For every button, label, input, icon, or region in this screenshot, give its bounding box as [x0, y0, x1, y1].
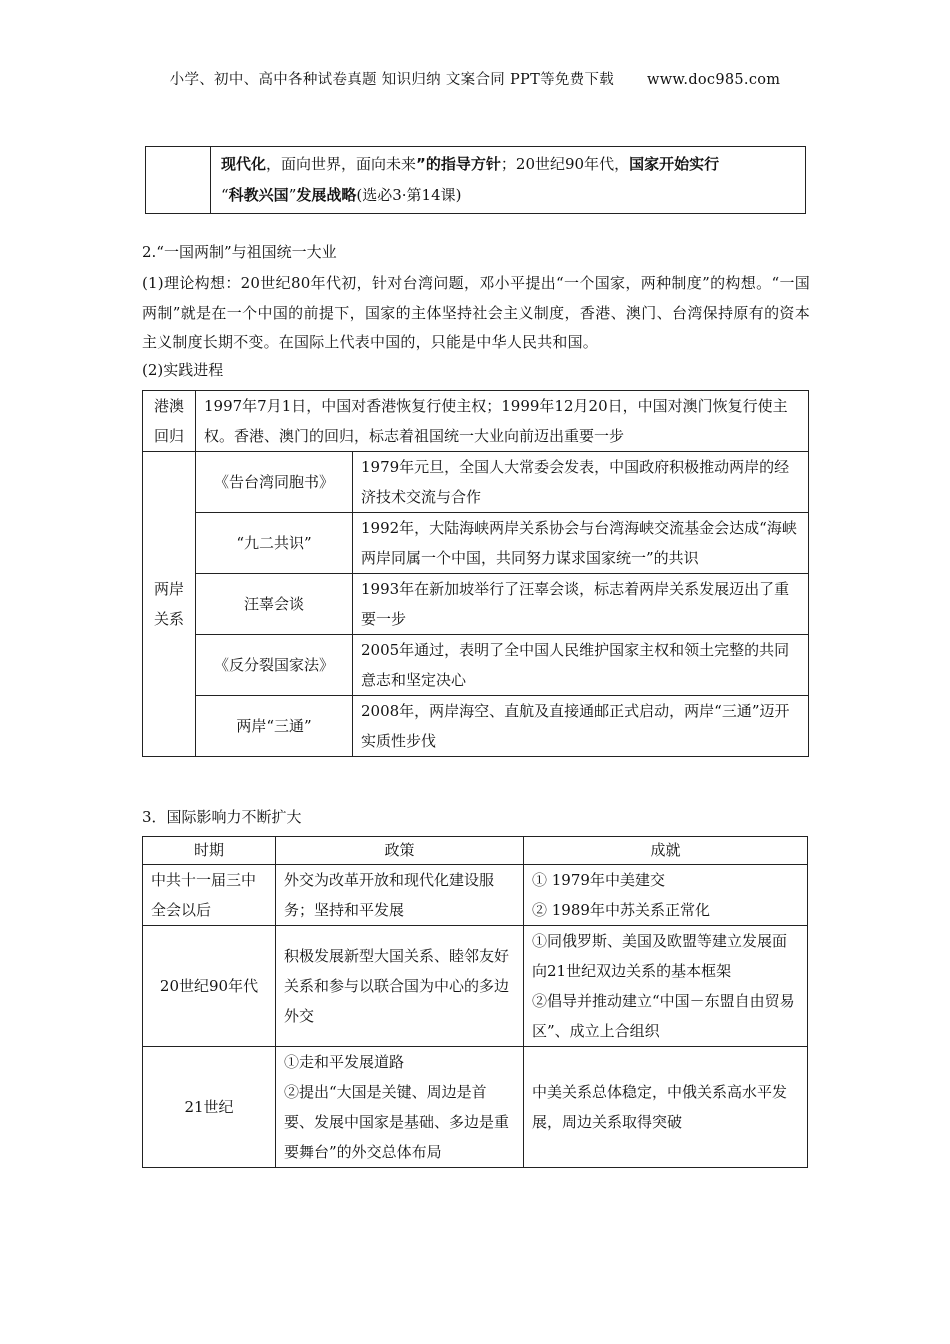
table-row	[143, 865, 808, 926]
header-text: 小学、初中、高中各种试卷真题 知识归纳 文案合同 PPT等免费下载	[169, 72, 615, 88]
section-2-title: 2.“一国两制”与祖国统一大业	[142, 243, 337, 261]
policy-cell: 积极发展新型大国关系、睦邻友好关系和参与以联合国为中心的多边外交	[276, 926, 524, 1047]
event-name: 《反分裂国家法》	[196, 635, 353, 696]
international-influence-table	[142, 836, 808, 1168]
event-name: “九二共识”	[196, 513, 353, 574]
section-2-paragraph-1: (1)理论构想：20世纪80年代初，针对台湾问题，邓小平提出“一个国家，两种制度”的构想。“一国两制”就是在一个中国的前提下，国家的主体坚持社会主义制度，香港、澳门、台湾保持原有的资本主义制度长期不变。在国际上代表中国的，只能是中华人民共和国。	[142, 274, 810, 351]
page-header	[0, 68, 950, 89]
hk-macau-content: 1997年7月1日，中国对香港恢复行使主权；1999年12月20日，中国对澳门恢复行使主权。香港、澳门的回归，标志着祖国统一大业向前迈出重要一步	[196, 391, 809, 452]
period-cell: 21世纪	[143, 1047, 276, 1168]
section-2-paragraph-2: (2)实践进程	[142, 361, 224, 379]
continued-table	[145, 146, 806, 214]
hk-macau-label: 港澳回归	[143, 391, 196, 452]
header-period: 时期	[143, 837, 276, 865]
continued-line-2: “科教兴国”发展战略(选必3·第14课)	[221, 186, 462, 204]
policy-item: ①走和平发展道路	[284, 1053, 405, 1071]
table-row	[143, 391, 809, 452]
continued-line-1: 现代化，面向世界，面向未来”的指导方针；20世纪90年代，国家开始实行	[221, 155, 720, 173]
section-3-title: 3．国际影响力不断扩大	[142, 808, 302, 826]
continued-cell	[211, 147, 806, 214]
table-row	[143, 926, 808, 1047]
event-content: 2005年通过，表明了全中国人民维护国家主权和领土完整的共同意志和坚定决心	[353, 635, 809, 696]
table-row	[143, 574, 809, 635]
empty-cell	[146, 147, 211, 214]
period-cell: 中共十一届三中全会以后	[143, 865, 276, 926]
event-name: 汪辜会谈	[196, 574, 353, 635]
policy-cell	[276, 1047, 524, 1168]
event-name: 《告台湾同胞书》	[196, 452, 353, 513]
table-row	[143, 696, 809, 757]
achievement-item: ①同俄罗斯、美国及欧盟等建立发展面向21世纪双边关系的基本框架	[532, 932, 788, 980]
table-row	[143, 452, 809, 513]
achievement-item: ② 1989年中苏关系正常化	[532, 901, 710, 919]
event-content: 1992年，大陆海峡两岸关系协会与台湾海峡交流基金会达成“海峡两岸同属一个中国，共同努力谋求国家统一”的共识	[353, 513, 809, 574]
table-row	[143, 635, 809, 696]
achievement-item: ① 1979年中美建交	[532, 871, 665, 889]
achievement-cell	[524, 926, 808, 1047]
header-achievement: 成就	[524, 837, 808, 865]
reunification-table	[142, 390, 809, 757]
event-content: 1993年在新加坡举行了汪辜会谈，标志着两岸关系发展迈出了重要一步	[353, 574, 809, 635]
achievement-cell: 中美关系总体稳定，中俄关系高水平发展，周边关系取得突破	[524, 1047, 808, 1168]
event-content: 2008年，两岸海空、直航及直接通邮正式启动，两岸“三通”迈开实质性步伐	[353, 696, 809, 757]
table-header-row	[143, 837, 808, 865]
achievement-item: ②倡导并推动建立“中国－东盟自由贸易区”、成立上合组织	[532, 992, 795, 1040]
cross-strait-label: 两岸关系	[143, 452, 196, 757]
event-content: 1979年元旦，全国人大常委会发表，中国政府积极推动两岸的经济技术交流与合作	[353, 452, 809, 513]
policy-cell: 外交为改革开放和现代化建设服务；坚持和平发展	[276, 865, 524, 926]
table-row	[143, 1047, 808, 1168]
achievement-cell	[524, 865, 808, 926]
event-name: 两岸“三通”	[196, 696, 353, 757]
table-row	[143, 513, 809, 574]
period-cell: 20世纪90年代	[143, 926, 276, 1047]
header-policy: 政策	[276, 837, 524, 865]
policy-item: ②提出“大国是关键、周边是首要、发展中国家是基础、多边是重要舞台”的外交总体布局	[284, 1083, 510, 1161]
header-url[interactable]: www.doc985.com	[647, 72, 781, 88]
